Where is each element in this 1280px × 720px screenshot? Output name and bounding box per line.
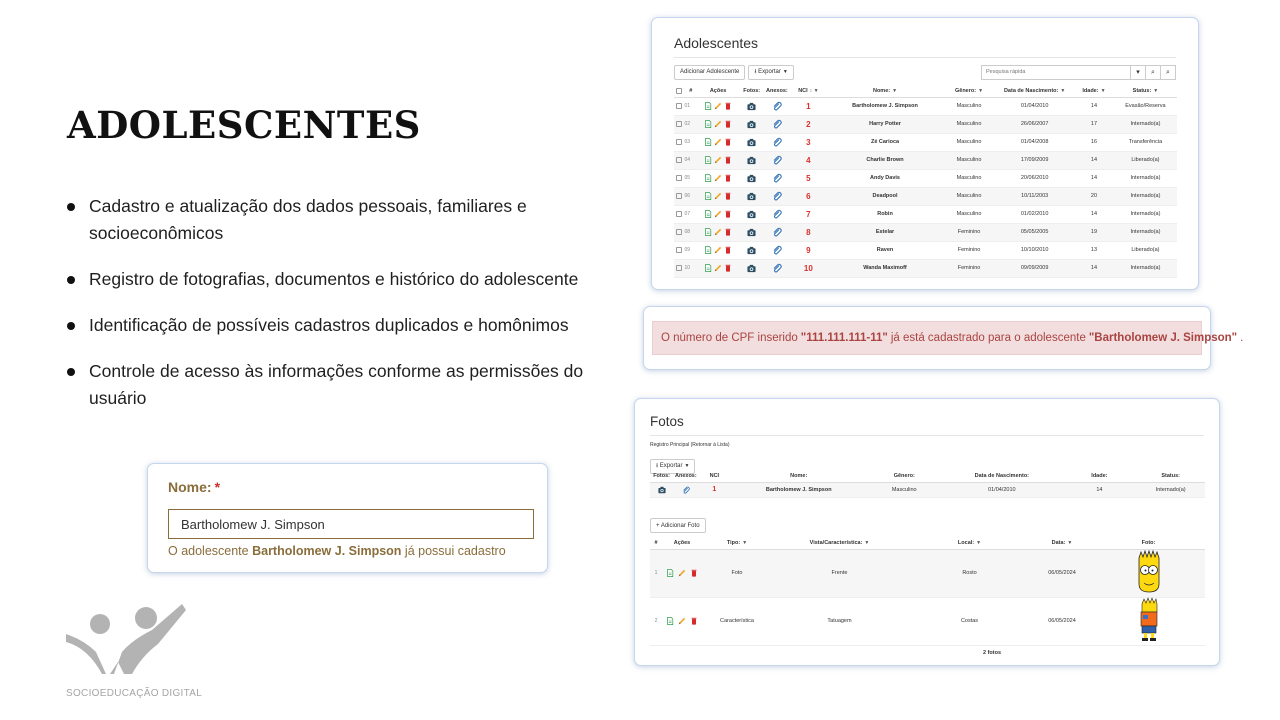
col-gender[interactable]: Gênero: ▼ (943, 85, 996, 97)
photos-table: # Ações Tipo: ▼ Vista/Característica: ▼ Local: ▼ Data: ▼ Foto: 1 Foto Frente Rosto 06/05/2024 2 Característica Tatuagem Costas 06/05/2024 (650, 538, 1205, 646)
search-dropdown-button[interactable]: ▾ (1131, 65, 1146, 80)
bullet-dot (67, 276, 75, 284)
gender-cell: Masculino (943, 205, 996, 223)
name-cell: Deadpool (827, 187, 943, 205)
row-checkbox[interactable] (676, 211, 682, 217)
gender-cell: Masculino (943, 151, 996, 169)
cpf-alert-card (643, 306, 1244, 370)
row-actions (697, 97, 739, 115)
table-row[interactable] (674, 259, 1177, 277)
advanced-search-icon[interactable]: ⌕ (1161, 65, 1176, 80)
edit-pencil-icon[interactable] (714, 174, 722, 182)
age-cell: 14 (1074, 151, 1114, 169)
name-cell: Raven (827, 241, 943, 259)
paperclip-icon[interactable] (682, 486, 690, 494)
row-index: 01 (685, 97, 698, 115)
col-name[interactable]: Nome: ▼ (827, 85, 943, 97)
paperclip-icon[interactable] (772, 155, 782, 165)
paperclip-icon[interactable] (772, 263, 782, 273)
col-index: # (685, 85, 698, 97)
col-actions: Ações (697, 85, 739, 97)
nci-link[interactable]: 2 (789, 115, 827, 133)
row-checkbox[interactable] (676, 139, 682, 145)
edit-pencil-icon[interactable] (714, 228, 722, 236)
status-cell: Liberado(a) (1114, 151, 1177, 169)
col-type[interactable]: Tipo: ▼ (702, 538, 772, 549)
birthdate-cell: 01/04/2008 (995, 133, 1074, 151)
row-index: 02 (685, 115, 698, 133)
bullet-dot (67, 368, 75, 376)
back-to-list-link[interactable]: (Retornar à Lista) (690, 442, 730, 448)
feature-item: Cadastro e atualização dos dados pessoais, familiares e socioeconômicos (67, 193, 607, 247)
view-document-icon[interactable] (704, 102, 712, 110)
status-cell: Internado(a) (1114, 205, 1177, 223)
search-input[interactable] (981, 65, 1131, 80)
filter-icon: ▼ (892, 87, 898, 94)
nci-link[interactable]: 4 (789, 151, 827, 169)
gender-cell: Feminino (943, 223, 996, 241)
filter-icon: ▼ (1060, 87, 1066, 94)
birthdate-cell: 20/06/2010 (995, 169, 1074, 187)
view-document-icon[interactable] (704, 264, 712, 272)
photo-count: 2 fotos (982, 649, 1002, 656)
birthdate-cell: 10/11/2003 (995, 187, 1074, 205)
paperclip-icon[interactable] (772, 119, 782, 129)
trash-icon[interactable] (690, 569, 698, 577)
camera-icon[interactable] (746, 120, 757, 129)
row-checkbox[interactable] (676, 229, 682, 235)
trash-icon[interactable] (724, 138, 732, 146)
filter-icon: ▼ (1153, 87, 1159, 94)
edit-pencil-icon[interactable] (714, 102, 722, 110)
view-document-icon[interactable] (666, 617, 674, 625)
paperclip-icon[interactable] (772, 227, 782, 237)
caret-down-icon: ▼ (684, 463, 690, 469)
age-cell: 14 (1074, 205, 1114, 223)
row-actions (662, 597, 702, 645)
logo-text: SOCIOEDUCAÇÃO DIGITAL (66, 688, 203, 699)
nci-link[interactable]: 6 (789, 187, 827, 205)
fotos-panel (634, 398, 1220, 666)
birthdate-cell: 05/05/2005 (995, 223, 1074, 241)
name-cell: Andy Davis (827, 169, 943, 187)
row-index: 04 (685, 151, 698, 169)
trash-icon[interactable] (724, 120, 732, 128)
sort-icon: ↕ ▼ (809, 87, 819, 94)
search-icon[interactable]: ⌕ (1146, 65, 1161, 80)
name-input[interactable] (168, 509, 534, 539)
nci-link[interactable]: 8 (789, 223, 827, 241)
export-button[interactable]: ⭳ Exportar ▼ (748, 65, 793, 80)
nci-link[interactable]: 5 (789, 169, 827, 187)
name-cell: Zé Carioca (827, 133, 943, 151)
row-index: 05 (685, 169, 698, 187)
camera-icon[interactable] (746, 210, 757, 219)
gender-cell: Masculino (943, 133, 996, 151)
bart-back-photo[interactable] (1136, 598, 1162, 642)
trash-icon[interactable] (724, 246, 732, 254)
status-cell: Internado(a) (1114, 223, 1177, 241)
table-row[interactable] (674, 133, 1177, 151)
row-actions (697, 187, 739, 205)
birthdate-cell: 01/02/2010 (995, 205, 1074, 223)
col-date[interactable]: Data: ▼ (1032, 538, 1092, 549)
edit-pencil-icon[interactable] (714, 264, 722, 272)
camera-icon[interactable] (746, 102, 757, 111)
add-adolescent-button[interactable]: Adicionar Adolescente (674, 65, 745, 80)
col-view[interactable]: Vista/Característica: ▼ (772, 538, 907, 549)
name-cell: Wanda Maximoff (827, 259, 943, 277)
nci-link[interactable]: 10 (789, 259, 827, 277)
age-cell: 14 (1074, 259, 1114, 277)
quick-search (981, 65, 1176, 80)
export-icon: ⭳ (754, 69, 757, 75)
birthdate-cell: 09/09/2009 (995, 259, 1074, 277)
nci-link[interactable]: 1 (789, 97, 827, 115)
paperclip-icon[interactable] (772, 245, 782, 255)
export-icon: ⭳ (656, 463, 659, 469)
view-document-icon[interactable] (704, 174, 712, 182)
table-row[interactable] (674, 223, 1177, 241)
toolbar (674, 64, 1176, 80)
required-mark: * (214, 479, 221, 495)
row-actions (697, 115, 739, 133)
gender-cell: Feminino (943, 259, 996, 277)
camera-icon[interactable] (746, 246, 757, 255)
row-checkbox[interactable] (676, 103, 682, 109)
feature-item: Identificação de possíveis cadastros duplicados e homônimos (67, 312, 607, 339)
row-checkbox[interactable] (676, 157, 682, 163)
gender-cell: Masculino (943, 115, 996, 133)
row-index: 03 (685, 133, 698, 151)
camera-icon[interactable] (746, 138, 757, 147)
row-actions (697, 241, 739, 259)
row-actions (697, 259, 739, 277)
name-field-card (147, 463, 548, 573)
duplicate-warning: O adolescente Bartholomew J. Simpson já possui cadastro (168, 544, 506, 558)
edit-pencil-icon[interactable] (714, 210, 722, 218)
filter-icon: ▼ (978, 87, 984, 94)
slide-title: ADOLESCENTES (67, 103, 421, 147)
adolescentes-panel (651, 17, 1199, 290)
feature-item: Controle de acesso às informações conforme as permissões do usuário (67, 358, 607, 412)
age-cell: 16 (1074, 133, 1114, 151)
paperclip-icon[interactable] (772, 173, 782, 183)
table-row[interactable] (674, 187, 1177, 205)
row-index: 09 (685, 241, 698, 259)
row-actions (697, 169, 739, 187)
breadcrumb: Registro Principal (Retornar à Lista) (650, 442, 730, 448)
view-document-icon[interactable] (704, 120, 712, 128)
table-row[interactable] (674, 205, 1177, 223)
view-document-icon[interactable] (704, 192, 712, 200)
paperclip-icon[interactable] (772, 191, 782, 201)
gender-cell: Feminino (943, 241, 996, 259)
select-all-checkbox[interactable] (676, 88, 682, 94)
trash-icon[interactable] (724, 102, 732, 110)
view-document-icon[interactable] (704, 156, 712, 164)
row-actions (662, 549, 702, 597)
export-button[interactable]: ⭳ Exportar ▼ (650, 459, 695, 474)
bullet-dot (67, 322, 75, 330)
status-cell: Internado(a) (1114, 115, 1177, 133)
view-document-icon[interactable] (666, 569, 674, 577)
birthdate-cell: 26/06/2007 (995, 115, 1074, 133)
table-row[interactable] (674, 115, 1177, 133)
trash-icon[interactable] (724, 156, 732, 164)
row-checkbox[interactable] (676, 193, 682, 199)
camera-icon[interactable] (746, 228, 757, 237)
bart-face-photo[interactable] (1133, 550, 1165, 594)
camera-icon[interactable] (746, 174, 757, 183)
status-cell: Transferência (1114, 133, 1177, 151)
col-age[interactable]: Idade: ▼ (1074, 85, 1114, 97)
name-cell: Robin (827, 205, 943, 223)
age-cell: 19 (1074, 223, 1114, 241)
status-cell: Internado(a) (1114, 187, 1177, 205)
trash-icon[interactable] (724, 210, 732, 218)
master-record-table: Fotos: Anexos: NCI Nome: Gênero: Data de Nascimento: Idade: Status: 1 Bartholomew J. Simpson Masculino 01/04/2010 14 Internado(a) (650, 470, 1205, 498)
view-document-icon[interactable] (704, 210, 712, 218)
col-nci[interactable]: NCI ↕ ▼ (789, 85, 827, 97)
view-document-icon[interactable] (704, 246, 712, 254)
row-index: 06 (685, 187, 698, 205)
filter-icon: ▼ (1100, 87, 1106, 94)
gender-cell: Masculino (943, 187, 996, 205)
col-location[interactable]: Local: ▼ (907, 538, 1032, 549)
row-actions (697, 133, 739, 151)
status-cell: Evasão/Reserva (1114, 97, 1177, 115)
edit-pencil-icon[interactable] (678, 569, 686, 577)
name-cell: Charlie Brown (827, 151, 943, 169)
row-checkbox[interactable] (676, 247, 682, 253)
birthdate-cell: 01/04/2010 (995, 97, 1074, 115)
age-cell: 17 (1074, 115, 1114, 133)
table-row[interactable] (674, 169, 1177, 187)
edit-pencil-icon[interactable] (714, 120, 722, 128)
status-cell: Internado(a) (1114, 259, 1177, 277)
caret-down-icon: ▼ (782, 69, 788, 75)
feature-item: Registro de fotografias, documentos e histórico do adolescente (67, 266, 607, 293)
col-attachments: Anexos: (764, 85, 789, 97)
birthdate-cell: 10/10/2010 (995, 241, 1074, 259)
panel-title: Fotos (650, 399, 1204, 436)
feature-list (67, 193, 607, 431)
paperclip-icon[interactable] (772, 137, 782, 147)
edit-pencil-icon[interactable] (714, 246, 722, 254)
edit-pencil-icon[interactable] (714, 192, 722, 200)
socioeducacao-logo-icon (62, 600, 187, 678)
edit-pencil-icon[interactable] (714, 138, 722, 146)
row-index: 07 (685, 205, 698, 223)
gender-cell: Masculino (943, 97, 996, 115)
cpf-duplicate-alert: O número de CPF inserido "111.111.111-11" já está cadastrado para o adolescente "Bartholomew J. Simpson" . (652, 321, 1202, 355)
age-cell: 13 (1074, 241, 1114, 259)
status-cell: Liberado(a) (1114, 241, 1177, 259)
name-cell: Bartholomew J. Simpson (827, 97, 943, 115)
row-actions (697, 205, 739, 223)
status-cell: Internado(a) (1114, 169, 1177, 187)
row-actions (697, 151, 739, 169)
row-actions (697, 223, 739, 241)
birthdate-cell: 17/09/2009 (995, 151, 1074, 169)
trash-icon[interactable] (724, 192, 732, 200)
edit-pencil-icon[interactable] (714, 156, 722, 164)
row-checkbox[interactable] (676, 175, 682, 181)
col-birthdate[interactable]: Data de Nascimento: ▼ (995, 85, 1074, 97)
trash-icon[interactable] (724, 174, 732, 182)
table-row[interactable] (674, 241, 1177, 259)
paperclip-icon[interactable] (772, 209, 782, 219)
age-cell: 20 (1074, 187, 1114, 205)
bullet-dot (67, 203, 75, 211)
table-row: 1 Foto Frente Rosto 06/05/2024 (650, 549, 1205, 597)
camera-icon[interactable] (746, 264, 757, 273)
nci-link[interactable]: 3 (789, 133, 827, 151)
row-index: 10 (685, 259, 698, 277)
edit-pencil-icon[interactable] (678, 617, 686, 625)
nci-link[interactable]: 7 (789, 205, 827, 223)
panel-title: Adolescentes (674, 18, 1176, 58)
adolescentes-table (674, 85, 1177, 278)
name-cell: Estelar (827, 223, 943, 241)
trash-icon[interactable] (724, 264, 732, 272)
camera-icon[interactable] (658, 486, 666, 494)
table-row: 2 Característica Tatuagem Costas 06/05/2024 (650, 597, 1205, 645)
gender-cell: Masculino (943, 169, 996, 187)
trash-icon[interactable] (690, 617, 698, 625)
view-document-icon[interactable] (704, 228, 712, 236)
nci-link[interactable]: 9 (789, 241, 827, 259)
age-cell: 14 (1074, 97, 1114, 115)
age-cell: 14 (1074, 169, 1114, 187)
row-index: 08 (685, 223, 698, 241)
col-status[interactable]: Status: ▼ (1114, 85, 1177, 97)
row-checkbox[interactable] (676, 121, 682, 127)
paperclip-icon[interactable] (772, 101, 782, 111)
col-photos: Fotos: (739, 85, 764, 97)
table-row[interactable] (674, 97, 1177, 115)
trash-icon[interactable] (724, 228, 732, 236)
view-document-icon[interactable] (704, 138, 712, 146)
row-checkbox[interactable] (676, 265, 682, 271)
camera-icon[interactable] (746, 156, 757, 165)
table-row: 1 Bartholomew J. Simpson Masculino 01/04/2010 14 Internado(a) (650, 482, 1205, 497)
name-label: Nome: * (168, 479, 221, 495)
name-cell: Harry Potter (827, 115, 943, 133)
table-row[interactable] (674, 151, 1177, 169)
add-photo-button[interactable]: + Adicionar Foto (650, 518, 706, 533)
camera-icon[interactable] (746, 192, 757, 201)
